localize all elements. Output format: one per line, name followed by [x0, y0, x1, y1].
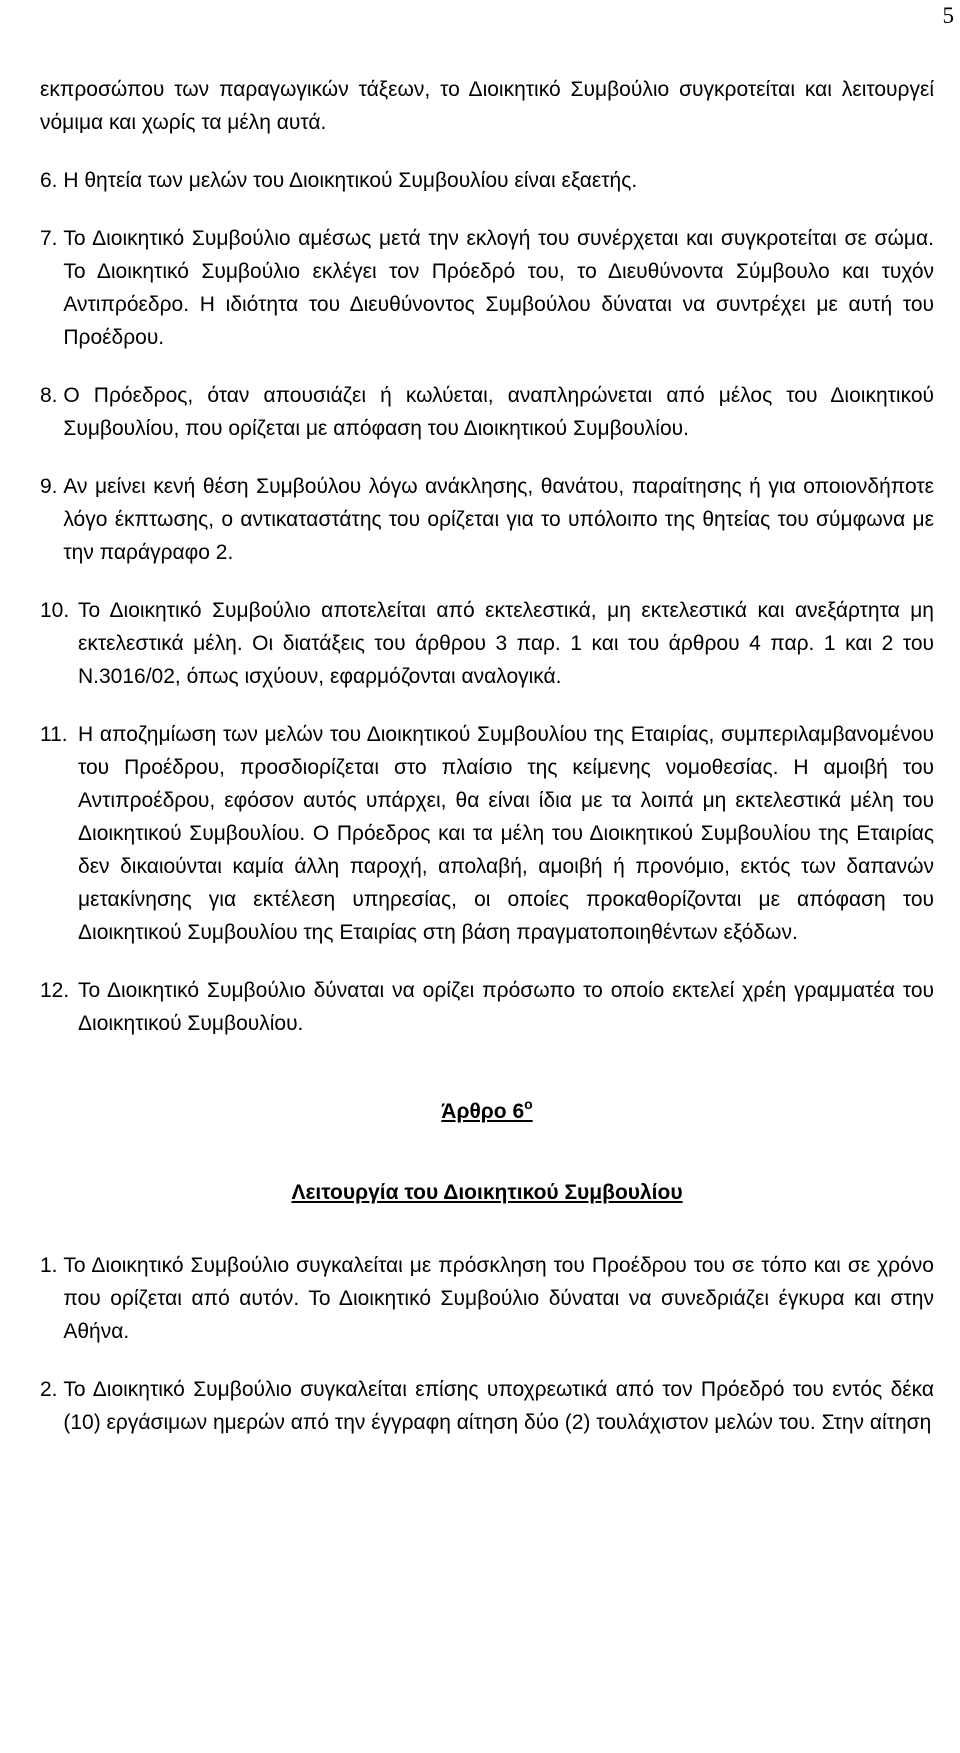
paragraph-text: Η αποζημίωση των μελών του Διοικητικού Συμβουλίου της Εταιρίας, συμπεριλαμβανομένου του Προέδρου, προσδιορίζεται στο πλαίσιο της κείμενης νομοθεσίας. Η αμοιβή του Αντιπροέδρου, εφόσον αυτός υπάρχει, θα είναι ίδια με τα λοιπά μη εκτελεστικά μέλη του Διοικητικού Συμβουλίου. Ο Πρόεδρος και τα μέλη του Διοικητικού Συμβουλίου της Εταιρίας δεν δικαιούνται καμία άλλη παροχή, απολαβή, αμοιβή ή προνόμιο, εκτός των δαπανών μετακίνησης για εκτέλεση υπηρεσίας, οι οποίες προκαθορίζονται με απόφαση του Διοικητικού Συμβουλίου της Εταιρίας στη βάση πραγματοποιηθέντων εξόδων.	[78, 723, 934, 944]
paragraph-text: Το Διοικητικό Συμβούλιο αμέσως μετά την εκλογή του συνέρχεται και συγκροτείται σε σώμα. Το Διοικητικό Συμβούλιο εκλέγει τον Πρόεδρό του, το Διευθύνοντα Σύμβουλο και τυχόν Αντιπρόεδρο. Η ιδιότητα του Διευθύνοντος Συμβούλου δύναται να συντρέχει με αυτή του Προέδρου.	[63, 227, 934, 349]
article-title-text: Άρθρο 6	[441, 1100, 525, 1123]
document-body	[40, 73, 934, 1439]
page-number: 5	[942, 3, 954, 28]
paragraph-8	[40, 379, 934, 445]
paragraph-text: Αν μείνει κενή θέση Συμβούλου λόγω ανάκλησης, θανάτου, παραίτησης ή για οποιονδήποτε λόγο έκπτωσης, ο αντικαταστάτης του ορίζεται για το υπόλοιπο της θητείας του σύμφωνα με την παράγραφο 2.	[63, 475, 934, 564]
article-subtitle: Λειτουργία του Διοικητικού Συμβουλίου	[291, 1181, 683, 1204]
paragraph-text: Το Διοικητικό Συμβούλιο συγκαλείται με πρόσκληση του Προέδρου του σε τόπο και σε χρόνο που ορίζεται από αυτόν. Το Διοικητικό Συμβούλιο δύναται να συνεδριάζει έγκυρα και στην Αθήνα.	[63, 1254, 934, 1343]
paragraph-12	[40, 974, 934, 1040]
article-paragraph-1	[40, 1249, 934, 1348]
article-title	[40, 1095, 934, 1128]
paragraph-6	[40, 164, 934, 197]
paragraph-number: 12.	[40, 979, 70, 1002]
paragraph-number: 2.	[40, 1378, 64, 1401]
paragraph-text: Το Διοικητικό Συμβούλιο συγκαλείται επίσης υποχρεωτικά από τον Πρόεδρό του εντός δέκα (10) εργάσιμων ημερών από την έγγραφη αίτηση δύο (2) τουλάχιστον μελών του. Στην αίτηση	[63, 1378, 934, 1434]
paragraph-10	[40, 594, 934, 693]
paragraph-number: 8.	[40, 384, 64, 407]
paragraph-number: 1.	[40, 1254, 64, 1277]
paragraph-text: Το Διοικητικό Συμβούλιο δύναται να ορίζει πρόσωπο το οποίο εκτελεί χρέη γραμματέα του Διοικητικού Συμβουλίου.	[78, 979, 934, 1035]
paragraph-9	[40, 470, 934, 569]
paragraph-text: Το Διοικητικό Συμβούλιο αποτελείται από εκτελεστικά, μη εκτελεστικά και ανεξάρτητα μη εκτελεστικά μέλη. Οι διατάξεις του άρθρου 3 παρ. 1 και του άρθρου 4 παρ. 1 και 2 του Ν.3016/02, όπως ισχύουν, εφαρμόζονται αναλογικά.	[78, 599, 934, 688]
paragraph-7	[40, 222, 934, 354]
article-title-superscript: ο	[524, 1096, 533, 1112]
paragraph-continuation: εκπροσώπου των παραγωγικών τάξεων, το Διοικητικό Συμβούλιο συγκροτείται και λειτουργεί νόμιμα και χωρίς τα μέλη αυτά.	[40, 78, 934, 134]
paragraph-number: 6.	[40, 169, 64, 192]
article-paragraph-2	[40, 1373, 934, 1439]
paragraph-text: Ο Πρόεδρος, όταν απουσιάζει ή κωλύεται, αναπληρώνεται από μέλος του Διοικητικού Συμβουλίου, που ορίζεται με απόφαση του Διοικητικού Συμβουλίου.	[63, 384, 934, 440]
paragraph-number: 11.	[40, 723, 68, 746]
paragraph-number: 9.	[40, 475, 64, 498]
paragraph-number: 10.	[40, 599, 70, 622]
paragraph-number: 7.	[40, 227, 64, 250]
paragraph-text: Η θητεία των μελών του Διοικητικού Συμβουλίου είναι εξαετής.	[63, 169, 638, 192]
paragraph-11	[40, 718, 934, 949]
